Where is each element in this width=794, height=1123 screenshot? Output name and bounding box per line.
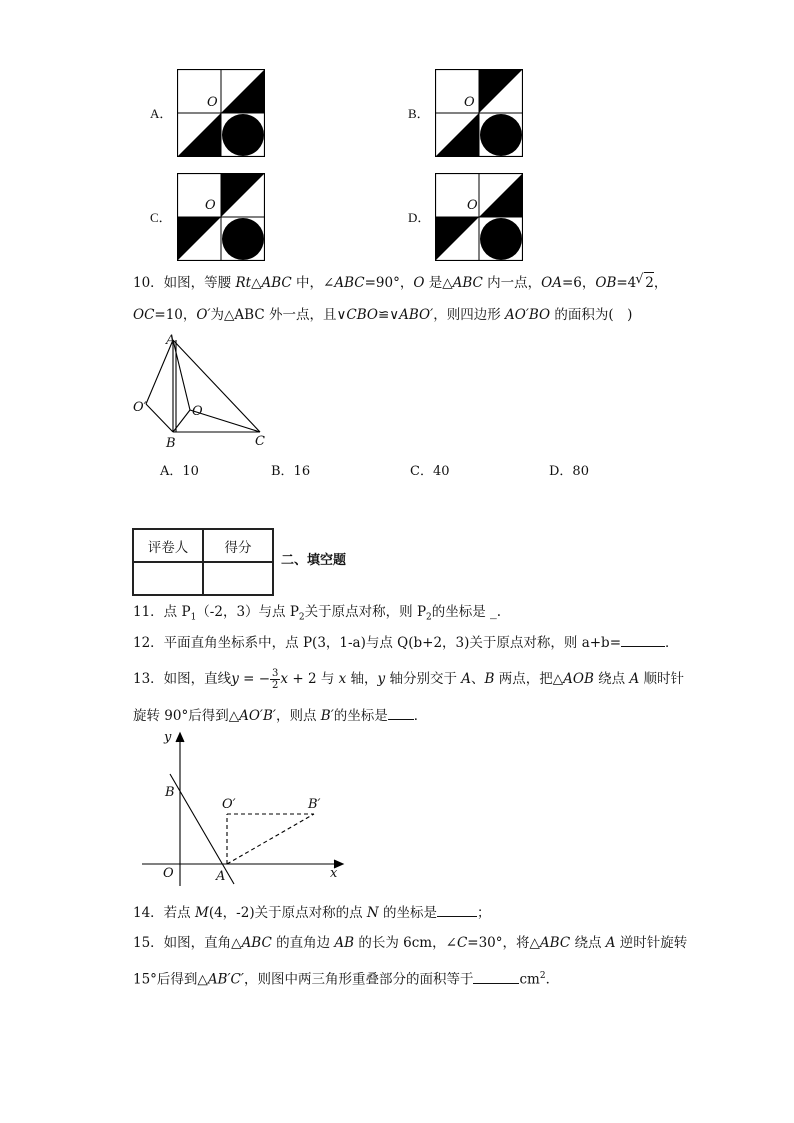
q11-text: 11．点 $P_1(-2$，3）与点 $P_2$关于原点对称，则 $P_2$的坐标是 _. (133, 604, 502, 623)
q10-line2: OC=10，O′为△ABC 外一点，且∨CBO≌∨ABO′，则四边形 AO′BO 的面积为( ) (133, 307, 633, 323)
q13-label-a: A (216, 869, 226, 884)
q15-line1: 15．如图，直角△ABC 的直角边 AB 的长为 6cm，∠C=30°，将△ABC 绕点 A 逆时针旋转 (133, 935, 688, 951)
option-c-label[interactable]: C． (150, 210, 172, 225)
option-d-label[interactable]: D． (408, 210, 431, 225)
score-table-score-cell[interactable] (203, 562, 273, 595)
q13-answer-blank[interactable] (388, 705, 414, 720)
option-b-o-label: O (464, 95, 475, 110)
q10-option-d[interactable]: D．80 (549, 464, 589, 479)
q10-label-c: C (255, 434, 265, 449)
score-table-grader-cell[interactable] (133, 562, 203, 595)
option-d-o-label: O (467, 198, 478, 213)
option-a-figure (177, 69, 265, 157)
score-table-header-grader: 评卷人 (133, 529, 203, 562)
q10-option-a[interactable]: A．10 (160, 464, 199, 479)
q10-line1: 10．如图，等腰 Rt△ABC 中，∠ABC=90°，O 是△ABC 内一点，OA=6，OB=4√ 2， (133, 272, 667, 293)
q10-label-b: B (166, 436, 176, 451)
option-c-figure (177, 173, 265, 261)
score-table-header-score: 得分 (203, 529, 273, 562)
q13-line2: 旋转 90°后得到△AO′B′，则点 B′的坐标是 ． (133, 705, 427, 726)
q10-label-o: O (192, 404, 203, 419)
q10-label-o-prime: O′ (133, 400, 147, 415)
q15-line2: 15°后得到△AB′C′，则图中两三角形重叠部分的面积等于 $cm^2$． (133, 966, 559, 990)
q10-option-b[interactable]: B．16 (271, 464, 311, 479)
option-a-o-label: O (207, 95, 218, 110)
score-table (132, 528, 274, 596)
q13-label-x: x (330, 866, 338, 881)
q13-label-y: y (164, 730, 172, 745)
option-c-o-label: O (205, 198, 216, 213)
q15-answer-blank[interactable] (473, 969, 519, 984)
q13-label-o: O (163, 866, 174, 881)
q13-label-b-prime: B′ (308, 797, 321, 812)
option-d-figure (435, 173, 523, 261)
option-b-figure (435, 69, 523, 157)
option-a-label[interactable]: A． (150, 106, 173, 121)
fraction-three-halves: $\frac{3}{2}$ (272, 668, 279, 691)
section-title: 二、填空题 (281, 553, 347, 568)
q12-answer-blank[interactable] (621, 632, 665, 647)
option-b-label[interactable]: B． (408, 106, 430, 121)
q13-label-o-prime: O′ (222, 797, 236, 812)
q13-label-b: B (165, 785, 175, 800)
q13-line1: 13．如图，直线y = − $\frac{3}{2}$ x + 2 与 x 轴，y 轴分别交于 A、B 两点，把△AOB 绕点 A 顺时针 (133, 668, 685, 691)
q14-text: 14．若点 M(4，-2)关于原点对称的点 N 的坐标是 ； (133, 902, 491, 923)
q10-option-c[interactable]: C．40 (410, 464, 450, 479)
q12-text: 12．平面直角坐标系中，点 P(3，1-a)与点 Q(b+2，3)关于原点对称，则 a+b= ． (133, 632, 679, 653)
q14-answer-blank[interactable] (437, 902, 477, 917)
q10-label-a: A (166, 333, 176, 348)
sqrt-symbol: √ 2 (644, 272, 654, 293)
